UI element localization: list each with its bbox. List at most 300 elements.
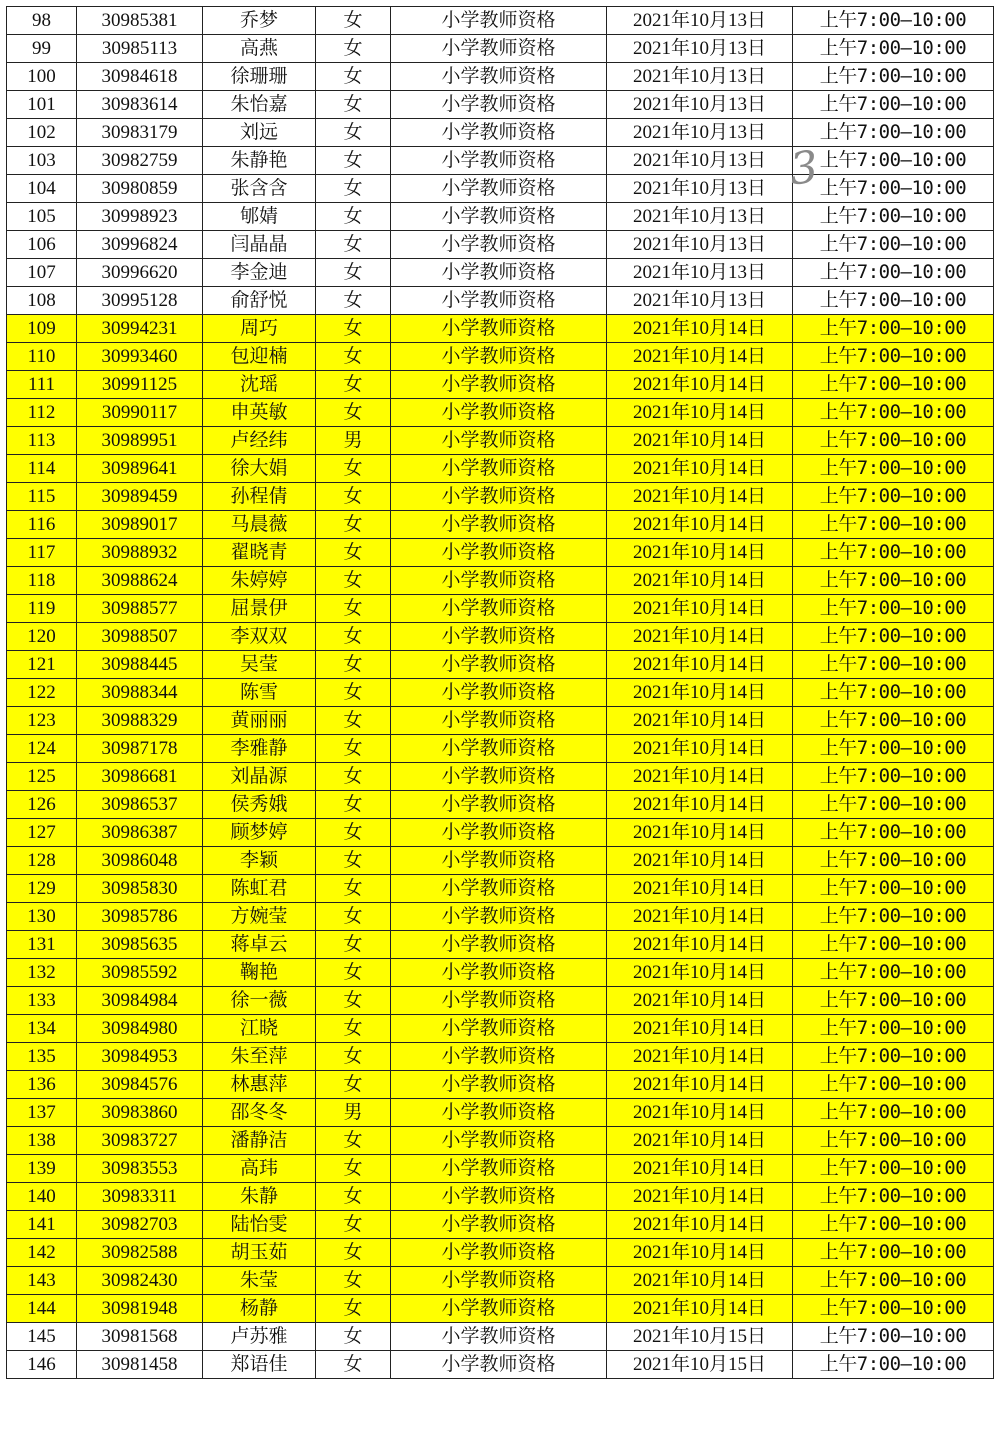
table-row <box>7 651 994 679</box>
gender-cell: 女 <box>316 259 391 287</box>
table-row <box>7 1295 994 1323</box>
exam-type-cell: 小学教师资格 <box>391 959 607 987</box>
exam-time-cell: 上午7:00—10:00 <box>793 1155 994 1183</box>
exam-time-cell: 上午7:00—10:00 <box>793 1323 994 1351</box>
exam-time-cell: 上午7:00—10:00 <box>793 931 994 959</box>
gender-cell: 女 <box>316 707 391 735</box>
exam-date-cell: 2021年10月14日 <box>607 1015 793 1043</box>
table-row <box>7 343 994 371</box>
ticket-id-cell: 30985113 <box>77 35 203 63</box>
table-row <box>7 791 994 819</box>
table-row <box>7 427 994 455</box>
seq-number-cell: 124 <box>7 735 77 763</box>
candidate-name-cell: 沈瑶 <box>203 371 316 399</box>
seq-number-cell: 122 <box>7 679 77 707</box>
exam-type-cell: 小学教师资格 <box>391 175 607 203</box>
seq-number-cell: 113 <box>7 427 77 455</box>
candidate-name-cell: 李雅静 <box>203 735 316 763</box>
exam-date-cell: 2021年10月13日 <box>607 259 793 287</box>
ticket-id-cell: 30981458 <box>77 1351 203 1379</box>
ticket-id-cell: 30996824 <box>77 231 203 259</box>
exam-type-cell: 小学教师资格 <box>391 1183 607 1211</box>
table-row <box>7 203 994 231</box>
exam-date-cell: 2021年10月14日 <box>607 1267 793 1295</box>
table-row <box>7 1155 994 1183</box>
candidate-name-cell: 侯秀娥 <box>203 791 316 819</box>
seq-number-cell: 129 <box>7 875 77 903</box>
exam-date-cell: 2021年10月14日 <box>607 455 793 483</box>
exam-type-cell: 小学教师资格 <box>391 595 607 623</box>
seq-number-cell: 119 <box>7 595 77 623</box>
seq-number-cell: 118 <box>7 567 77 595</box>
seq-number-cell: 125 <box>7 763 77 791</box>
ticket-id-cell: 30984576 <box>77 1071 203 1099</box>
ticket-id-cell: 30994231 <box>77 315 203 343</box>
exam-time-cell: 上午7:00—10:00 <box>793 1267 994 1295</box>
seq-number-cell: 116 <box>7 511 77 539</box>
gender-cell: 女 <box>316 1323 391 1351</box>
exam-date-cell: 2021年10月14日 <box>607 651 793 679</box>
table-row <box>7 1183 994 1211</box>
seq-number-cell: 138 <box>7 1127 77 1155</box>
ticket-id-cell: 30989017 <box>77 511 203 539</box>
ticket-id-cell: 30984980 <box>77 1015 203 1043</box>
table-row <box>7 287 994 315</box>
exam-time-cell: 上午7:00—10:00 <box>793 539 994 567</box>
ticket-id-cell: 30988577 <box>77 595 203 623</box>
candidate-name-cell: 张含含 <box>203 175 316 203</box>
table-row <box>7 511 994 539</box>
exam-type-cell: 小学教师资格 <box>391 259 607 287</box>
candidate-name-cell: 胡玉茹 <box>203 1239 316 1267</box>
gender-cell: 女 <box>316 511 391 539</box>
table-row <box>7 1211 994 1239</box>
exam-date-cell: 2021年10月14日 <box>607 847 793 875</box>
exam-date-cell: 2021年10月13日 <box>607 147 793 175</box>
table-row <box>7 623 994 651</box>
ticket-id-cell: 30988932 <box>77 539 203 567</box>
table-row <box>7 1239 994 1267</box>
exam-time-cell: 上午7:00—10:00 <box>793 595 994 623</box>
seq-number-cell: 120 <box>7 623 77 651</box>
exam-date-cell: 2021年10月14日 <box>607 875 793 903</box>
table-row <box>7 231 994 259</box>
exam-date-cell: 2021年10月14日 <box>607 567 793 595</box>
exam-date-cell: 2021年10月13日 <box>607 203 793 231</box>
gender-cell: 女 <box>316 1295 391 1323</box>
ticket-id-cell: 30988445 <box>77 651 203 679</box>
ticket-id-cell: 30986387 <box>77 819 203 847</box>
exam-time-cell: 上午7:00—10:00 <box>793 763 994 791</box>
exam-type-cell: 小学教师资格 <box>391 1099 607 1127</box>
candidate-name-cell: 卢经纬 <box>203 427 316 455</box>
exam-time-cell: 上午7:00—10:00 <box>793 483 994 511</box>
seq-number-cell: 115 <box>7 483 77 511</box>
candidate-name-cell: 马晨薇 <box>203 511 316 539</box>
exam-date-cell: 2021年10月14日 <box>607 1155 793 1183</box>
ticket-id-cell: 30982703 <box>77 1211 203 1239</box>
exam-time-cell: 上午7:00—10:00 <box>793 91 994 119</box>
exam-time-cell: 上午7:00—10:00 <box>793 511 994 539</box>
table-row <box>7 7 994 35</box>
table-row <box>7 819 994 847</box>
ticket-id-cell: 30983860 <box>77 1099 203 1127</box>
exam-time-cell: 上午7:00—10:00 <box>793 231 994 259</box>
exam-type-cell: 小学教师资格 <box>391 1155 607 1183</box>
ticket-id-cell: 30983614 <box>77 91 203 119</box>
candidate-name-cell: 邵冬冬 <box>203 1099 316 1127</box>
exam-time-cell: 上午7:00—10:00 <box>793 343 994 371</box>
table-row <box>7 707 994 735</box>
exam-date-cell: 2021年10月14日 <box>607 931 793 959</box>
candidate-name-cell: 高燕 <box>203 35 316 63</box>
gender-cell: 女 <box>316 1183 391 1211</box>
table-row <box>7 1015 994 1043</box>
ticket-id-cell: 30982759 <box>77 147 203 175</box>
candidate-name-cell: 郇婧 <box>203 203 316 231</box>
ticket-id-cell: 30989459 <box>77 483 203 511</box>
exam-type-cell: 小学教师资格 <box>391 1071 607 1099</box>
seq-number-cell: 110 <box>7 343 77 371</box>
seq-number-cell: 130 <box>7 903 77 931</box>
ticket-id-cell: 30983311 <box>77 1183 203 1211</box>
exam-type-cell: 小学教师资格 <box>391 819 607 847</box>
candidate-name-cell: 徐珊珊 <box>203 63 316 91</box>
ticket-id-cell: 30989641 <box>77 455 203 483</box>
gender-cell: 女 <box>316 1071 391 1099</box>
exam-date-cell: 2021年10月14日 <box>607 315 793 343</box>
exam-type-cell: 小学教师资格 <box>391 63 607 91</box>
exam-date-cell: 2021年10月14日 <box>607 1071 793 1099</box>
ticket-id-cell: 30984953 <box>77 1043 203 1071</box>
table-row <box>7 455 994 483</box>
table-row <box>7 1127 994 1155</box>
exam-type-cell: 小学教师资格 <box>391 455 607 483</box>
gender-cell: 男 <box>316 1099 391 1127</box>
exam-date-cell: 2021年10月14日 <box>607 1295 793 1323</box>
exam-time-cell: 上午7:00—10:00 <box>793 903 994 931</box>
seq-number-cell: 112 <box>7 399 77 427</box>
seq-number-cell: 127 <box>7 819 77 847</box>
candidate-name-cell: 吴莹 <box>203 651 316 679</box>
seq-number-cell: 134 <box>7 1015 77 1043</box>
exam-date-cell: 2021年10月14日 <box>607 1127 793 1155</box>
exam-date-cell: 2021年10月13日 <box>607 35 793 63</box>
exam-date-cell: 2021年10月13日 <box>607 63 793 91</box>
gender-cell: 女 <box>316 287 391 315</box>
ticket-id-cell: 30981948 <box>77 1295 203 1323</box>
ticket-id-cell: 30985635 <box>77 931 203 959</box>
seq-number-cell: 103 <box>7 147 77 175</box>
candidate-name-cell: 朱婷婷 <box>203 567 316 595</box>
exam-date-cell: 2021年10月14日 <box>607 539 793 567</box>
candidate-name-cell: 高玮 <box>203 1155 316 1183</box>
ticket-id-cell: 30986681 <box>77 763 203 791</box>
exam-type-cell: 小学教师资格 <box>391 791 607 819</box>
seq-number-cell: 142 <box>7 1239 77 1267</box>
exam-date-cell: 2021年10月13日 <box>607 175 793 203</box>
exam-type-cell: 小学教师资格 <box>391 231 607 259</box>
exam-date-cell: 2021年10月15日 <box>607 1323 793 1351</box>
exam-time-cell: 上午7:00—10:00 <box>793 707 994 735</box>
exam-time-cell: 上午7:00—10:00 <box>793 651 994 679</box>
gender-cell: 女 <box>316 1267 391 1295</box>
exam-type-cell: 小学教师资格 <box>391 875 607 903</box>
ticket-id-cell: 30988329 <box>77 707 203 735</box>
exam-schedule-table <box>6 6 994 1379</box>
exam-type-cell: 小学教师资格 <box>391 483 607 511</box>
exam-date-cell: 2021年10月13日 <box>607 7 793 35</box>
exam-date-cell: 2021年10月14日 <box>607 903 793 931</box>
exam-type-cell: 小学教师资格 <box>391 623 607 651</box>
seq-number-cell: 145 <box>7 1323 77 1351</box>
table-row <box>7 931 994 959</box>
candidate-name-cell: 翟晓青 <box>203 539 316 567</box>
gender-cell: 女 <box>316 203 391 231</box>
seq-number-cell: 109 <box>7 315 77 343</box>
exam-time-cell: 上午7:00—10:00 <box>793 147 994 175</box>
gender-cell: 女 <box>316 399 391 427</box>
exam-date-cell: 2021年10月14日 <box>607 343 793 371</box>
exam-date-cell: 2021年10月14日 <box>607 735 793 763</box>
exam-time-cell: 上午7:00—10:00 <box>793 1099 994 1127</box>
gender-cell: 女 <box>316 763 391 791</box>
seq-number-cell: 101 <box>7 91 77 119</box>
gender-cell: 女 <box>316 35 391 63</box>
table-row <box>7 1323 994 1351</box>
candidate-name-cell: 徐大娟 <box>203 455 316 483</box>
table-row <box>7 175 994 203</box>
exam-type-cell: 小学教师资格 <box>391 315 607 343</box>
table-row <box>7 959 994 987</box>
seq-number-cell: 121 <box>7 651 77 679</box>
exam-date-cell: 2021年10月14日 <box>607 595 793 623</box>
exam-type-cell: 小学教师资格 <box>391 707 607 735</box>
exam-time-cell: 上午7:00—10:00 <box>793 1015 994 1043</box>
exam-time-cell: 上午7:00—10:00 <box>793 399 994 427</box>
table-row <box>7 147 994 175</box>
table-row <box>7 35 994 63</box>
seq-number-cell: 136 <box>7 1071 77 1099</box>
seq-number-cell: 133 <box>7 987 77 1015</box>
candidate-name-cell: 陈虹君 <box>203 875 316 903</box>
exam-date-cell: 2021年10月13日 <box>607 119 793 147</box>
candidate-name-cell: 林惠萍 <box>203 1071 316 1099</box>
exam-time-cell: 上午7:00—10:00 <box>793 987 994 1015</box>
gender-cell: 女 <box>316 679 391 707</box>
exam-time-cell: 上午7:00—10:00 <box>793 63 994 91</box>
table-row <box>7 1099 994 1127</box>
ticket-id-cell: 30983179 <box>77 119 203 147</box>
ticket-id-cell: 30991125 <box>77 371 203 399</box>
table-row <box>7 1351 994 1379</box>
gender-cell: 女 <box>316 651 391 679</box>
table-row <box>7 483 994 511</box>
candidate-name-cell: 闫晶晶 <box>203 231 316 259</box>
exam-time-cell: 上午7:00—10:00 <box>793 1239 994 1267</box>
exam-date-cell: 2021年10月14日 <box>607 371 793 399</box>
exam-type-cell: 小学教师资格 <box>391 1239 607 1267</box>
table-row <box>7 399 994 427</box>
candidate-name-cell: 郑语佳 <box>203 1351 316 1379</box>
exam-type-cell: 小学教师资格 <box>391 91 607 119</box>
table-row <box>7 903 994 931</box>
exam-time-cell: 上午7:00—10:00 <box>793 203 994 231</box>
gender-cell: 女 <box>316 987 391 1015</box>
seq-number-cell: 102 <box>7 119 77 147</box>
exam-time-cell: 上午7:00—10:00 <box>793 623 994 651</box>
candidate-name-cell: 包迎楠 <box>203 343 316 371</box>
exam-date-cell: 2021年10月13日 <box>607 91 793 119</box>
exam-type-cell: 小学教师资格 <box>391 399 607 427</box>
exam-date-cell: 2021年10月13日 <box>607 287 793 315</box>
candidate-name-cell: 周巧 <box>203 315 316 343</box>
ticket-id-cell: 30983727 <box>77 1127 203 1155</box>
exam-time-cell: 上午7:00—10:00 <box>793 315 994 343</box>
ticket-id-cell: 30998923 <box>77 203 203 231</box>
table-row <box>7 119 994 147</box>
candidate-name-cell: 乔梦 <box>203 7 316 35</box>
table-row <box>7 1071 994 1099</box>
exam-type-cell: 小学教师资格 <box>391 847 607 875</box>
seq-number-cell: 123 <box>7 707 77 735</box>
gender-cell: 女 <box>316 1211 391 1239</box>
exam-time-cell: 上午7:00—10:00 <box>793 287 994 315</box>
exam-type-cell: 小学教师资格 <box>391 1015 607 1043</box>
exam-type-cell: 小学教师资格 <box>391 567 607 595</box>
seq-number-cell: 99 <box>7 35 77 63</box>
candidate-name-cell: 徐一薇 <box>203 987 316 1015</box>
candidate-name-cell: 朱莹 <box>203 1267 316 1295</box>
candidate-name-cell: 顾梦婷 <box>203 819 316 847</box>
table-row <box>7 539 994 567</box>
candidate-name-cell: 卢苏雅 <box>203 1323 316 1351</box>
candidate-name-cell: 黄丽丽 <box>203 707 316 735</box>
candidate-name-cell: 朱怡嘉 <box>203 91 316 119</box>
exam-date-cell: 2021年10月15日 <box>607 1351 793 1379</box>
seq-number-cell: 139 <box>7 1155 77 1183</box>
gender-cell: 女 <box>316 175 391 203</box>
seq-number-cell: 131 <box>7 931 77 959</box>
gender-cell: 女 <box>316 539 391 567</box>
table-row <box>7 763 994 791</box>
exam-time-cell: 上午7:00—10:00 <box>793 259 994 287</box>
ticket-id-cell: 30981568 <box>77 1323 203 1351</box>
exam-type-cell: 小学教师资格 <box>391 203 607 231</box>
exam-time-cell: 上午7:00—10:00 <box>793 791 994 819</box>
gender-cell: 女 <box>316 91 391 119</box>
exam-type-cell: 小学教师资格 <box>391 287 607 315</box>
exam-time-cell: 上午7:00—10:00 <box>793 1043 994 1071</box>
table-row <box>7 371 994 399</box>
exam-time-cell: 上午7:00—10:00 <box>793 679 994 707</box>
gender-cell: 女 <box>316 931 391 959</box>
gender-cell: 女 <box>316 343 391 371</box>
table-row <box>7 91 994 119</box>
seq-number-cell: 137 <box>7 1099 77 1127</box>
exam-time-cell: 上午7:00—10:00 <box>793 1295 994 1323</box>
ticket-id-cell: 30995128 <box>77 287 203 315</box>
gender-cell: 女 <box>316 819 391 847</box>
gender-cell: 女 <box>316 455 391 483</box>
exam-type-cell: 小学教师资格 <box>391 903 607 931</box>
candidate-name-cell: 李金迪 <box>203 259 316 287</box>
candidate-name-cell: 朱至萍 <box>203 1043 316 1071</box>
ticket-id-cell: 30980859 <box>77 175 203 203</box>
gender-cell: 女 <box>316 791 391 819</box>
exam-time-cell: 上午7:00—10:00 <box>793 7 994 35</box>
gender-cell: 女 <box>316 483 391 511</box>
exam-time-cell: 上午7:00—10:00 <box>793 371 994 399</box>
candidate-name-cell: 屈景伊 <box>203 595 316 623</box>
exam-date-cell: 2021年10月14日 <box>607 623 793 651</box>
exam-date-cell: 2021年10月14日 <box>607 959 793 987</box>
exam-time-cell: 上午7:00—10:00 <box>793 1127 994 1155</box>
seq-number-cell: 104 <box>7 175 77 203</box>
table-row <box>7 315 994 343</box>
exam-type-cell: 小学教师资格 <box>391 931 607 959</box>
ticket-id-cell: 30985592 <box>77 959 203 987</box>
exam-time-cell: 上午7:00—10:00 <box>793 959 994 987</box>
handwritten-page-mark: 3 <box>787 141 821 196</box>
candidate-name-cell: 陈雪 <box>203 679 316 707</box>
ticket-id-cell: 30985830 <box>77 875 203 903</box>
exam-type-cell: 小学教师资格 <box>391 147 607 175</box>
ticket-id-cell: 30986537 <box>77 791 203 819</box>
ticket-id-cell: 30982430 <box>77 1267 203 1295</box>
gender-cell: 女 <box>316 735 391 763</box>
exam-type-cell: 小学教师资格 <box>391 7 607 35</box>
gender-cell: 女 <box>316 1351 391 1379</box>
seq-number-cell: 111 <box>7 371 77 399</box>
ticket-id-cell: 30982588 <box>77 1239 203 1267</box>
exam-time-cell: 上午7:00—10:00 <box>793 567 994 595</box>
exam-type-cell: 小学教师资格 <box>391 1351 607 1379</box>
exam-date-cell: 2021年10月14日 <box>607 1043 793 1071</box>
gender-cell: 女 <box>316 1155 391 1183</box>
exam-date-cell: 2021年10月14日 <box>607 819 793 847</box>
candidate-name-cell: 李颖 <box>203 847 316 875</box>
ticket-id-cell: 30989951 <box>77 427 203 455</box>
table-row <box>7 847 994 875</box>
gender-cell: 女 <box>316 7 391 35</box>
candidate-name-cell: 朱静 <box>203 1183 316 1211</box>
exam-date-cell: 2021年10月14日 <box>607 679 793 707</box>
exam-time-cell: 上午7:00—10:00 <box>793 1183 994 1211</box>
ticket-id-cell: 30983553 <box>77 1155 203 1183</box>
exam-time-cell: 上午7:00—10:00 <box>793 1071 994 1099</box>
exam-date-cell: 2021年10月14日 <box>607 763 793 791</box>
seq-number-cell: 144 <box>7 1295 77 1323</box>
gender-cell: 女 <box>316 315 391 343</box>
table-row <box>7 567 994 595</box>
seq-number-cell: 143 <box>7 1267 77 1295</box>
exam-type-cell: 小学教师资格 <box>391 1127 607 1155</box>
candidate-name-cell: 孙程倩 <box>203 483 316 511</box>
gender-cell: 女 <box>316 903 391 931</box>
exam-time-cell: 上午7:00—10:00 <box>793 175 994 203</box>
seq-number-cell: 126 <box>7 791 77 819</box>
candidate-name-cell: 蒋卓云 <box>203 931 316 959</box>
ticket-id-cell: 30993460 <box>77 343 203 371</box>
candidate-name-cell: 朱静艳 <box>203 147 316 175</box>
seq-number-cell: 107 <box>7 259 77 287</box>
candidate-name-cell: 方婉莹 <box>203 903 316 931</box>
seq-number-cell: 114 <box>7 455 77 483</box>
seq-number-cell: 100 <box>7 63 77 91</box>
exam-date-cell: 2021年10月14日 <box>607 511 793 539</box>
exam-time-cell: 上午7:00—10:00 <box>793 875 994 903</box>
